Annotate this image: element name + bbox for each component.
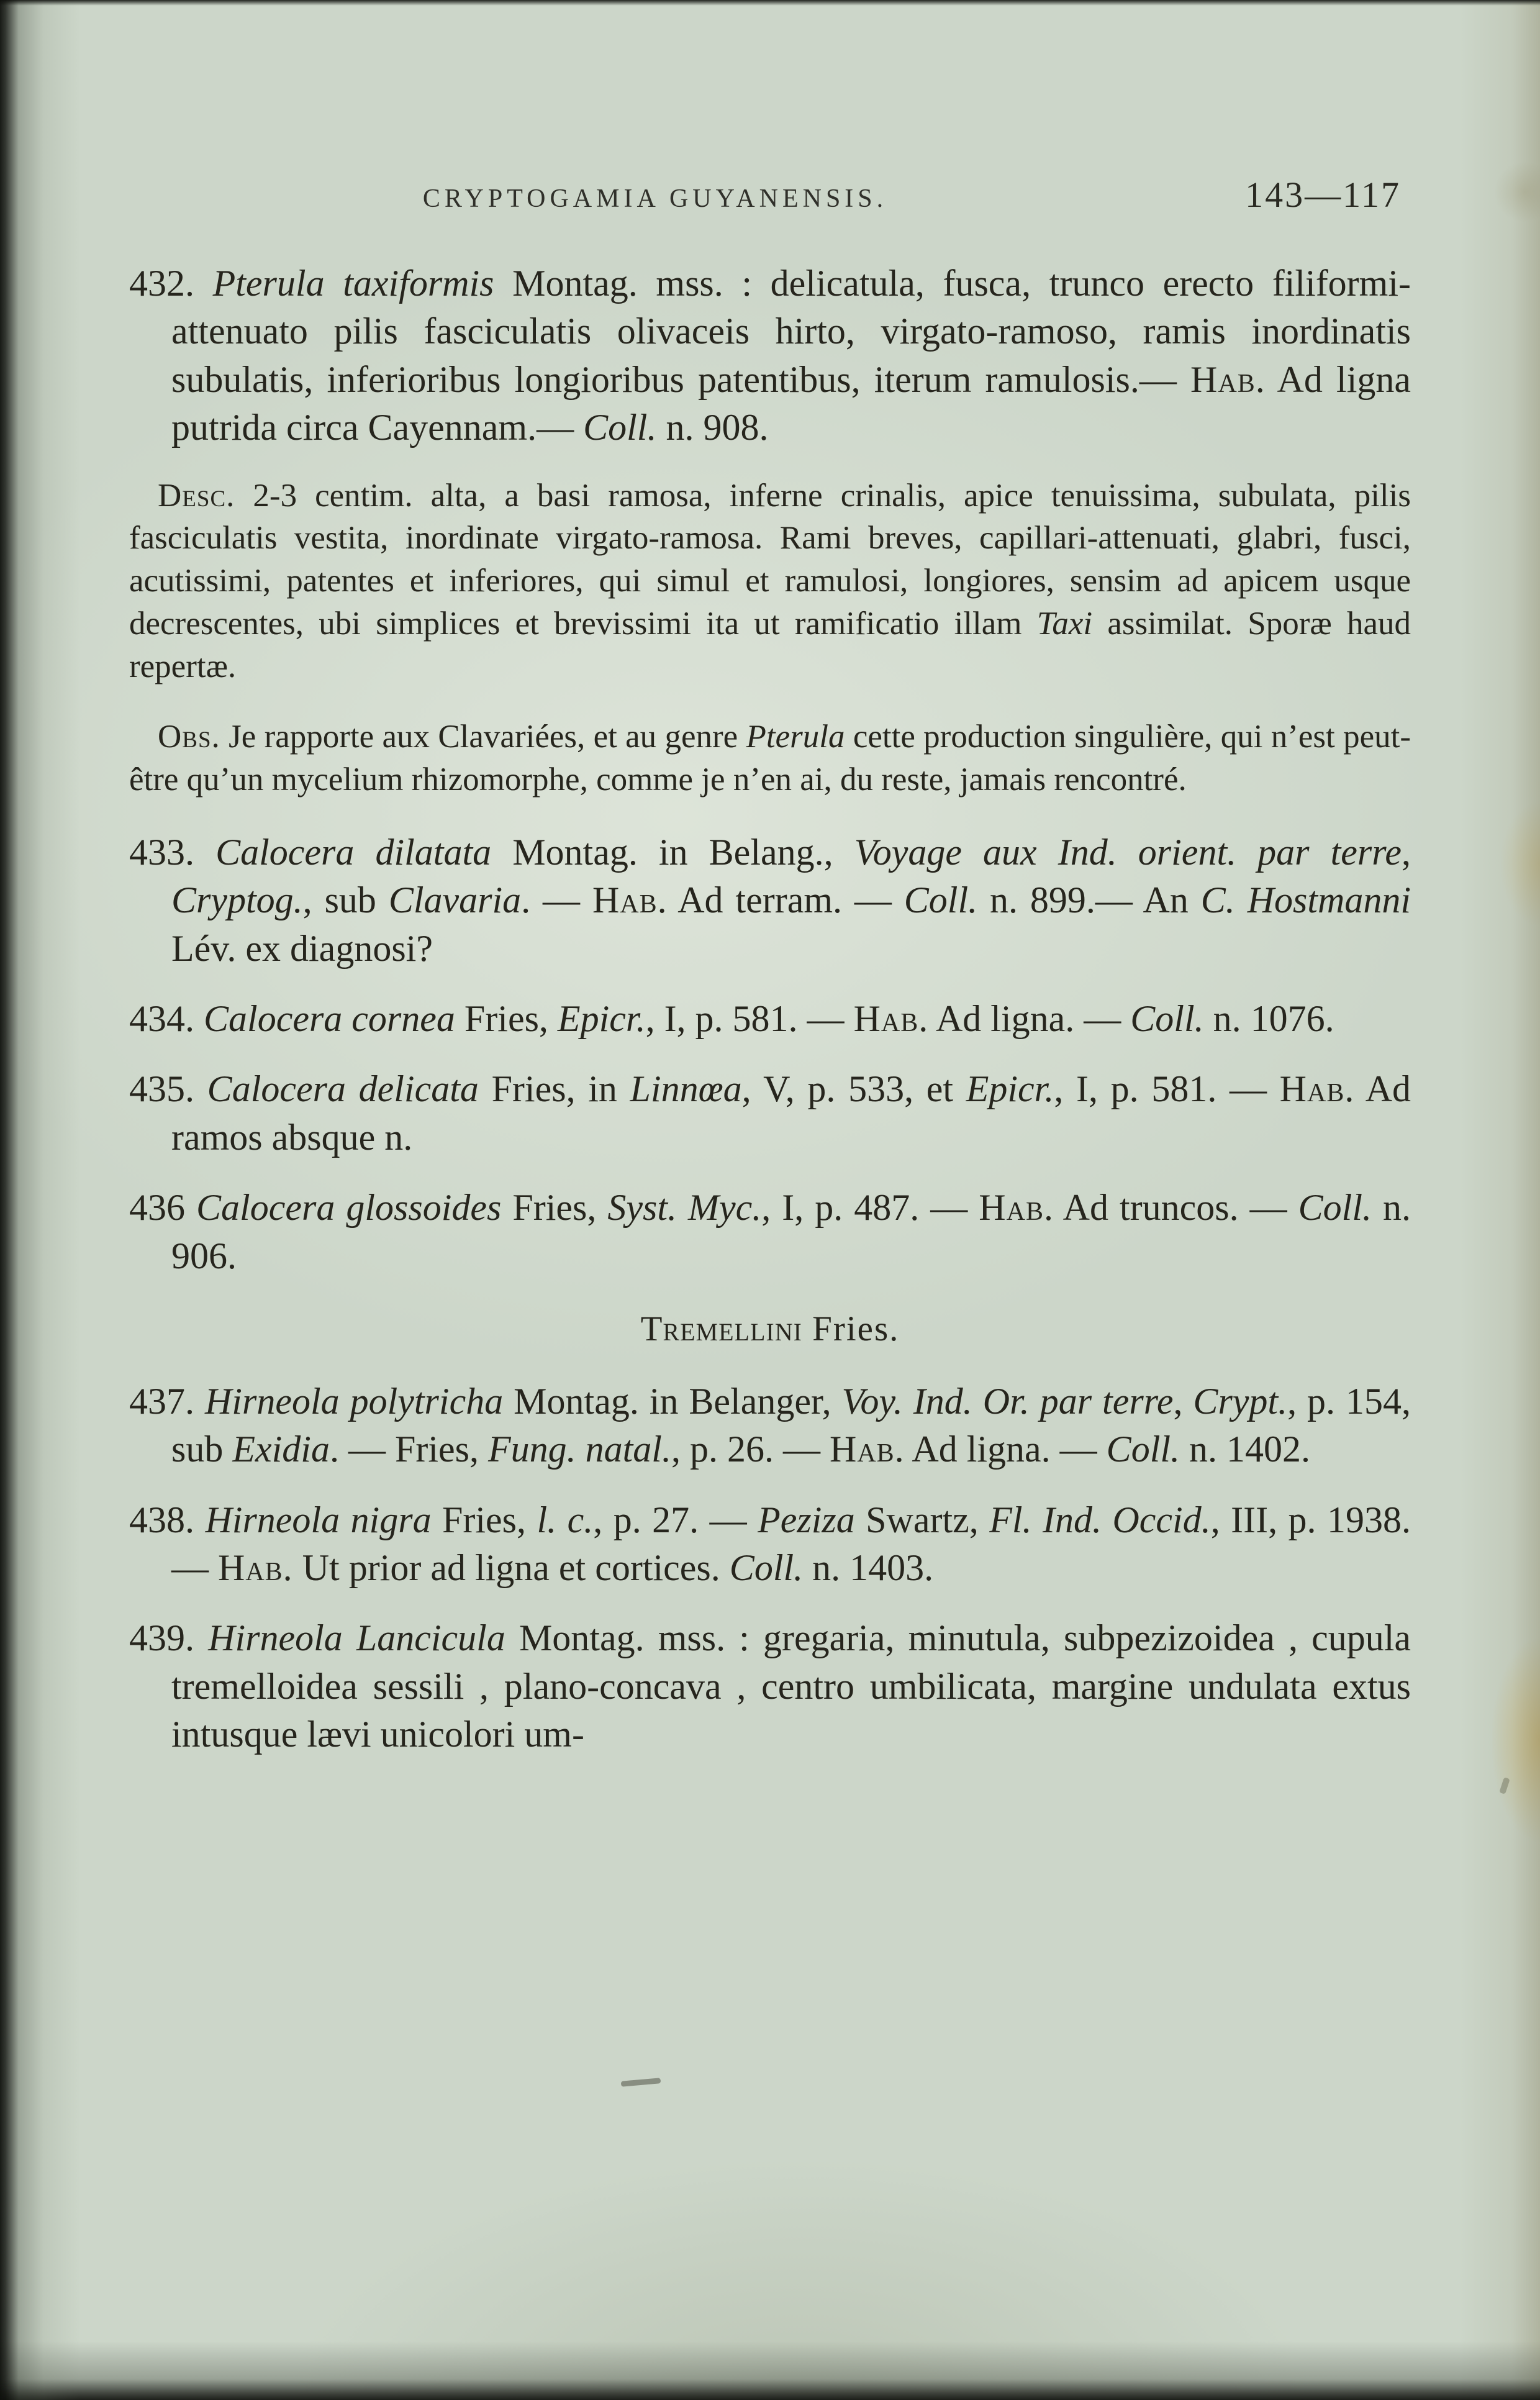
text-run: , V, p. 533, et — [741, 1068, 966, 1110]
text-run-italic: Clavaria — [388, 880, 522, 921]
text-run: , p. 154, sub — [171, 1380, 1411, 1470]
entry-432 — [129, 260, 1411, 452]
text-block — [129, 173, 1411, 1781]
text-run-caps: Tremellini — [640, 1309, 802, 1348]
text-run: 433. — [129, 831, 216, 873]
text-run-italic: Coll. — [1130, 998, 1204, 1039]
text-run: 436 — [129, 1187, 197, 1229]
text-run: 435. — [129, 1068, 207, 1110]
text-run-caps: Hab. — [1279, 1068, 1355, 1110]
margin-tick-mark — [1499, 1777, 1510, 1794]
text-run: Montag. in Belang., — [512, 831, 854, 873]
text-run: . — Fries, — [329, 1429, 488, 1470]
paragraph-desc — [129, 475, 1411, 688]
text-run: n. 1403. — [803, 1547, 934, 1589]
text-run-italic: Calocera cornea — [204, 998, 464, 1039]
text-run-italic: Hirneola polytricha — [204, 1380, 514, 1422]
text-run: , — [1173, 1380, 1194, 1422]
entry-439 — [129, 1614, 1411, 1758]
text-run: Ad terram. — — [667, 880, 904, 921]
entry-433 — [129, 829, 1411, 973]
section-heading-tremellini — [129, 1309, 1411, 1349]
text-run-italic: Syst. Myc. — [607, 1187, 762, 1229]
text-run: 432. — [129, 263, 213, 304]
text-run-italic: Coll. — [729, 1547, 804, 1589]
text-run: . — — [521, 880, 592, 921]
text-run-italic: C. Hostmanni — [1200, 880, 1411, 921]
text-run-caps: Desc. — [158, 477, 235, 514]
text-run-italic: Cryptog. — [171, 880, 303, 921]
paragraph-obs — [129, 716, 1411, 801]
text-run-italic: Coll. — [583, 407, 657, 448]
text-run: Je rapporte aux Clavariées, et au genre — [220, 719, 746, 755]
text-run: , p. 27. — — [593, 1499, 758, 1540]
text-run-italic: Epicr. — [557, 998, 646, 1039]
text-run-italic: Fl. Ind. Occid. — [989, 1499, 1211, 1540]
text-run: Fries, — [464, 998, 558, 1039]
text-run: , I, p. 487. — — [761, 1187, 979, 1229]
text-run: Montag. mss. : gregaria, minutula, subpezizoidea , cupula tremelloidea sessili , plano-concava , centro umbilicata, margine undulata extus intusque lævi unicolori um- — [171, 1617, 1411, 1755]
text-run: n. 908. — [656, 407, 769, 448]
text-run: , I, p. 581. — — [1054, 1068, 1280, 1110]
text-run: n. 899.— An — [977, 880, 1201, 921]
text-run: Ad ligna. — — [904, 1429, 1107, 1470]
text-run-italic: l. c. — [537, 1499, 594, 1540]
text-run-italic: Fung. natal. — [487, 1429, 671, 1470]
text-run-italic: Pterula taxiformis — [212, 263, 513, 304]
text-run-caps: Hab. — [853, 998, 929, 1039]
text-run: , I, p. 581. — — [645, 998, 854, 1039]
text-run: Swartz, — [866, 1499, 990, 1540]
text-run: , p. 26. — — [671, 1429, 830, 1470]
text-run: 439. — [129, 1617, 209, 1659]
text-run-italic: Coll. — [1298, 1187, 1372, 1229]
text-run-italic: Hirneola Lancicula — [208, 1617, 519, 1659]
text-run: n. 1402. — [1180, 1429, 1311, 1470]
text-run: assimilat. Sporæ haud repertæ. — [129, 606, 1411, 685]
text-run: , — [1402, 831, 1411, 873]
entry-436 — [129, 1184, 1411, 1280]
text-run-italic: Calocera glossoides — [196, 1187, 513, 1229]
page-number: 143—117 — [1245, 175, 1401, 215]
text-run: Ad truncos. — — [1053, 1187, 1298, 1229]
text-run: Montag. in Belanger, — [514, 1380, 842, 1422]
text-run-caps: Hab. — [1190, 358, 1266, 400]
text-run: Fries, — [442, 1499, 537, 1540]
text-run: n. 906. — [171, 1187, 1411, 1276]
text-run: Fries, — [512, 1187, 608, 1229]
text-run-italic: Hirneola nigra — [205, 1499, 443, 1540]
text-run-italic: Voy. Ind. Or. par terre — [841, 1380, 1174, 1422]
text-run-italic: Crypt. — [1193, 1380, 1288, 1422]
text-run: Fries. — [802, 1309, 900, 1348]
entry-438 — [129, 1496, 1411, 1593]
text-run: , sub — [302, 880, 389, 921]
text-run: 434. — [129, 998, 204, 1039]
text-run-italic: Voyage aux Ind. orient. par terre — [854, 831, 1402, 873]
text-run-italic: Pterula — [746, 719, 845, 755]
text-run: Ut prior ad ligna et cortices. — [292, 1547, 730, 1589]
text-run-caps: Hab. — [979, 1187, 1054, 1229]
ink-smudge — [621, 2078, 661, 2087]
text-run-caps: Hab. — [829, 1429, 905, 1470]
text-run-italic: Calocera delicata — [207, 1068, 492, 1110]
entry-434 — [129, 995, 1411, 1043]
text-run-caps: Obs. — [158, 719, 220, 755]
text-run-italic: Epicr. — [966, 1068, 1054, 1110]
running-header-title: CRYPTOGAMIA GUYANENSIS. — [422, 184, 888, 213]
text-run: 2-3 centim. alta, a basi ramosa, inferne crinalis, apice tenuissima, subulata, pilis fasciculatis vestita, inordinate virgato-ramosa. Rami breves, capillari-attenuati, glabri, fusci, acutissimi, patentes et inferiores, qui simul et ramulosi, longiores, sensim ad apicem usque decrescentes, ubi simplices et brevissimi ita ut ramificatio illam — [129, 477, 1411, 642]
text-run-italic: Calocera dilatata — [215, 831, 513, 873]
text-run-caps: Hab. — [592, 880, 668, 921]
entry-435 — [129, 1065, 1411, 1161]
text-run: Ad ramos absque n. — [171, 1068, 1411, 1158]
running-header — [129, 173, 1411, 232]
text-run-italic: Exidia — [232, 1429, 330, 1470]
entry-437 — [129, 1378, 1411, 1474]
text-run: , III, p. 1938. — — [171, 1499, 1411, 1589]
text-run: Ad ligna putrida circa Cayennam.— — [171, 358, 1411, 448]
text-run-italic: Coll. — [1106, 1429, 1180, 1470]
text-run: n. 1076. — [1203, 998, 1334, 1039]
text-run: Fries, in — [491, 1068, 630, 1110]
text-run-italic: Peziza — [758, 1499, 866, 1540]
text-run: 437. — [129, 1380, 205, 1422]
text-run-italic: Coll. — [904, 880, 978, 921]
text-run: Montag. mss. : delicatula, fusca, trunco erecto filiformi-attenuato pilis fasciculatis olivaceis hirto, virgato-ramoso, ramis inordinatis subulatis, inferioribus longioribus patentibus, iterum ramulosis.— — [171, 263, 1411, 400]
text-run-caps: Hab. — [218, 1547, 293, 1589]
text-run: Ad ligna. — — [928, 998, 1131, 1039]
text-run: 438. — [129, 1499, 206, 1540]
text-run-italic: Linnœa — [630, 1068, 742, 1110]
text-run-italic: Taxi — [1036, 606, 1093, 642]
text-run: cette production singulière, qui n’est peut-être qu’un mycelium rhizomorphe, comme je n’en ai, du reste, jamais rencontré. — [129, 719, 1411, 798]
text-run: Lév. ex diagnosi? — [171, 927, 433, 969]
